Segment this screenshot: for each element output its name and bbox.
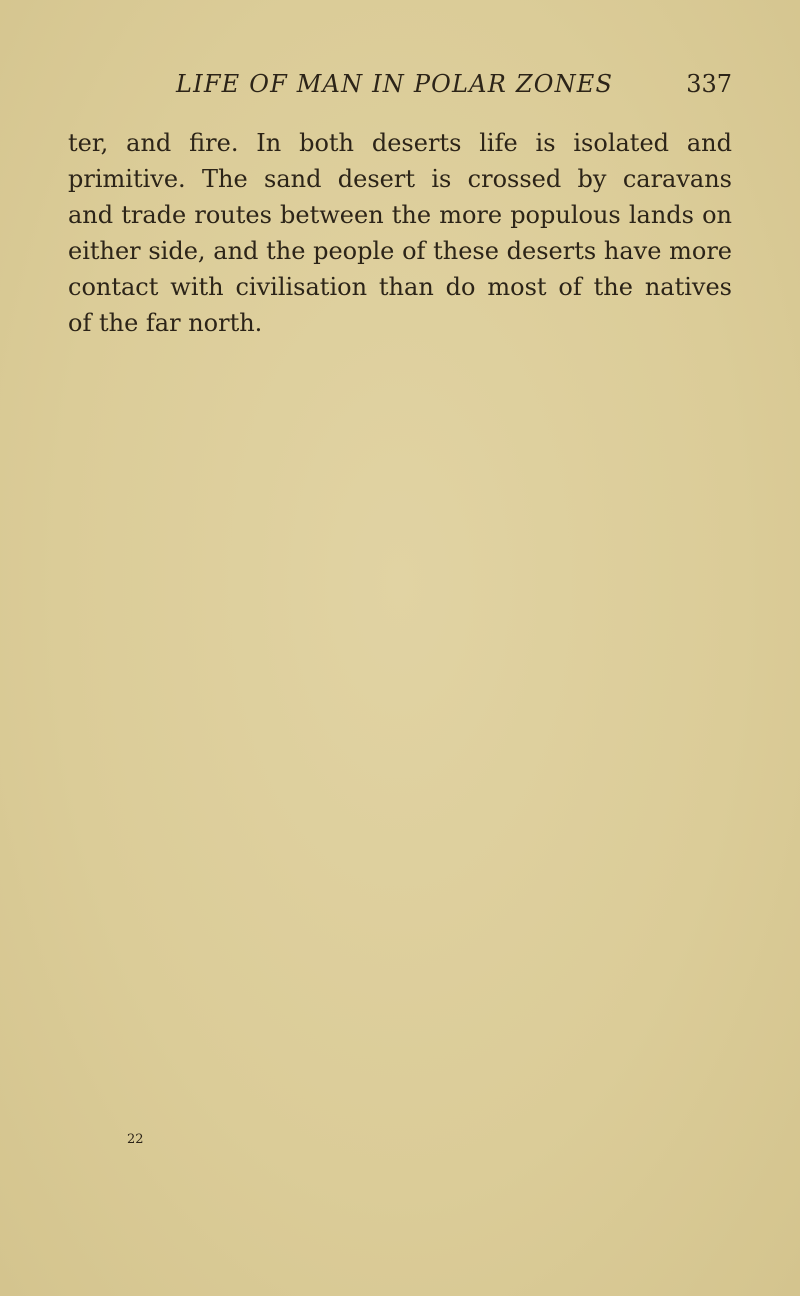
text-line: ter, and fire. In both deserts life is isolated and	[68, 129, 732, 157]
running-title: LIFE OF MAN IN POLAR ZONES	[176, 70, 614, 98]
body-paragraph	[68, 125, 732, 341]
text-line: primitive. The sand desert is crossed by caravans	[68, 165, 732, 193]
page-header	[68, 64, 732, 104]
text-line: contact with civilisation than do most of the natives	[68, 273, 732, 301]
page-number: 337	[686, 70, 732, 98]
text-line: either side, and the people of these deserts have more	[68, 237, 732, 265]
text-line: of the far north.	[68, 309, 263, 337]
signature-mark: 22	[127, 1132, 144, 1147]
text-line: and trade routes between the more populous lands on	[68, 201, 732, 229]
